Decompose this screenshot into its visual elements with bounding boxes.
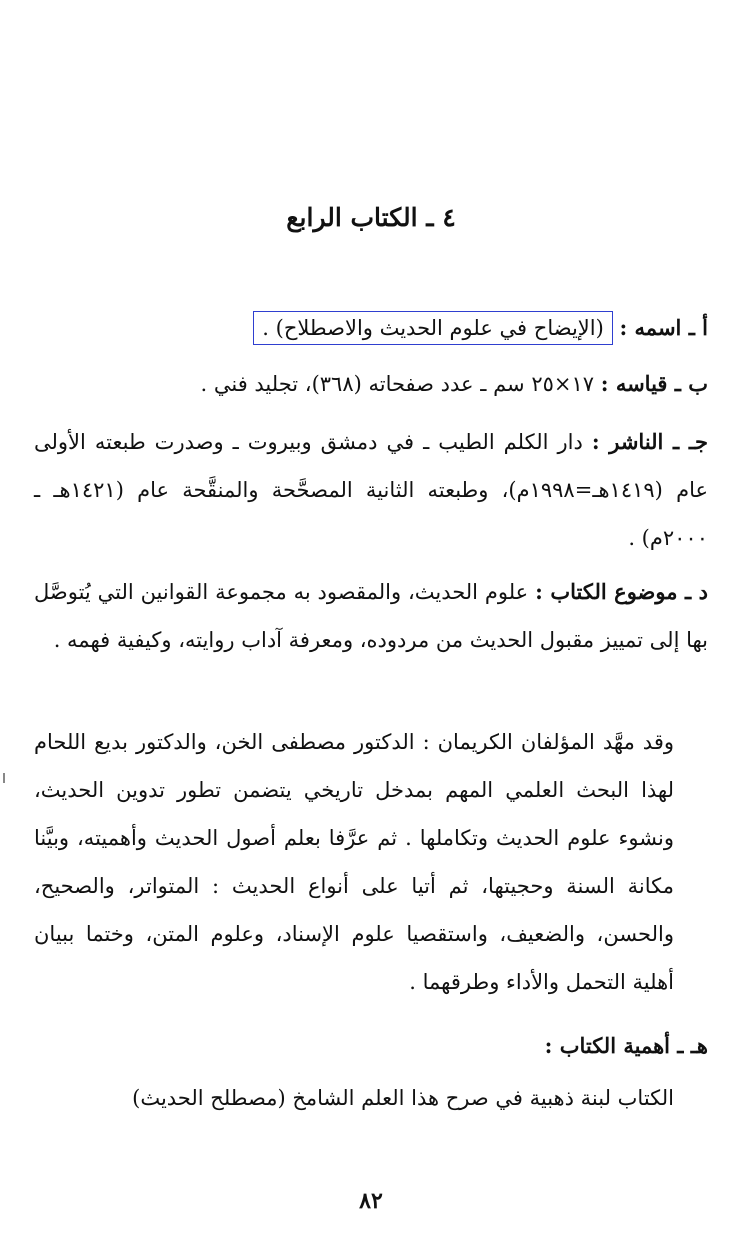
importance-label: هـ ـ أهمية الكتاب : [544,1033,708,1058]
book-name-highlight[interactable] [253,311,613,345]
page-title: ٤ ـ الكتاب الرابع [286,203,456,232]
name-label: أ ـ اسمه : [619,315,708,340]
book-name-value: (الإيضاح في علوم الحديث والاصطلاح) . [262,316,604,340]
importance-heading [34,1022,708,1070]
size-value: ١٧×٢٥ سم ـ عدد صفحاته (٣٦٨)، تجليد فني . [200,372,595,396]
name-section [34,304,708,352]
publisher-section [34,418,708,562]
subject-section [34,568,708,664]
intro-paragraph: وقد مهَّد المؤلفان الكريمان : الدكتور مصطفى الخن، والدكتور بديع اللحام لهذا البحث العلمي المهم بمدخل تاريخي يتضمن تطور تدوين الحديث، ونشوء علوم الحديث وتكاملها . ثم عرَّفا بعلم أصول الحديث وأهميته، وبيَّنا مكانة السنة وحجيتها، ثم أتيا على أنواع الحديث : المتواتر، والصحيح، والحسن، والضعيف، واستقصيا علوم الإسناد، وعلوم المتن، وختما ببيان أهلية التحمل والأداء وطرقهما . [34,730,674,994]
publisher-value: دار الكلم الطيب ـ في دمشق وبيروت ـ وصدرت طبعته الأولى عام (١٤١٩هـ=١٩٩٨م)، وطبعته الثانية المصحَّحة والمنقَّحة عام (١٤٢١هـ ـ ٢٠٠٠م) . [34,430,708,550]
size-label: ب ـ قياسه : [600,371,708,396]
scan-edge-mark [3,773,5,783]
size-section [34,360,708,408]
publisher-label: جـ ـ الناشر : [591,429,708,454]
subject-value: علوم الحديث، والمقصود به مجموعة القوانين التي يُتوصَّل بها إلى تمييز مقبول الحديث من مردوده، ومعرفة آداب روايته، وكيفية فهمه . [34,580,708,652]
subject-label: د ـ موضوع الكتاب : [535,579,708,604]
importance-text: الكتاب لبنة ذهبية في صرح هذا العلم الشامخ (مصطلح الحديث) [132,1086,674,1110]
page-number: ٨٢ [359,1188,383,1214]
